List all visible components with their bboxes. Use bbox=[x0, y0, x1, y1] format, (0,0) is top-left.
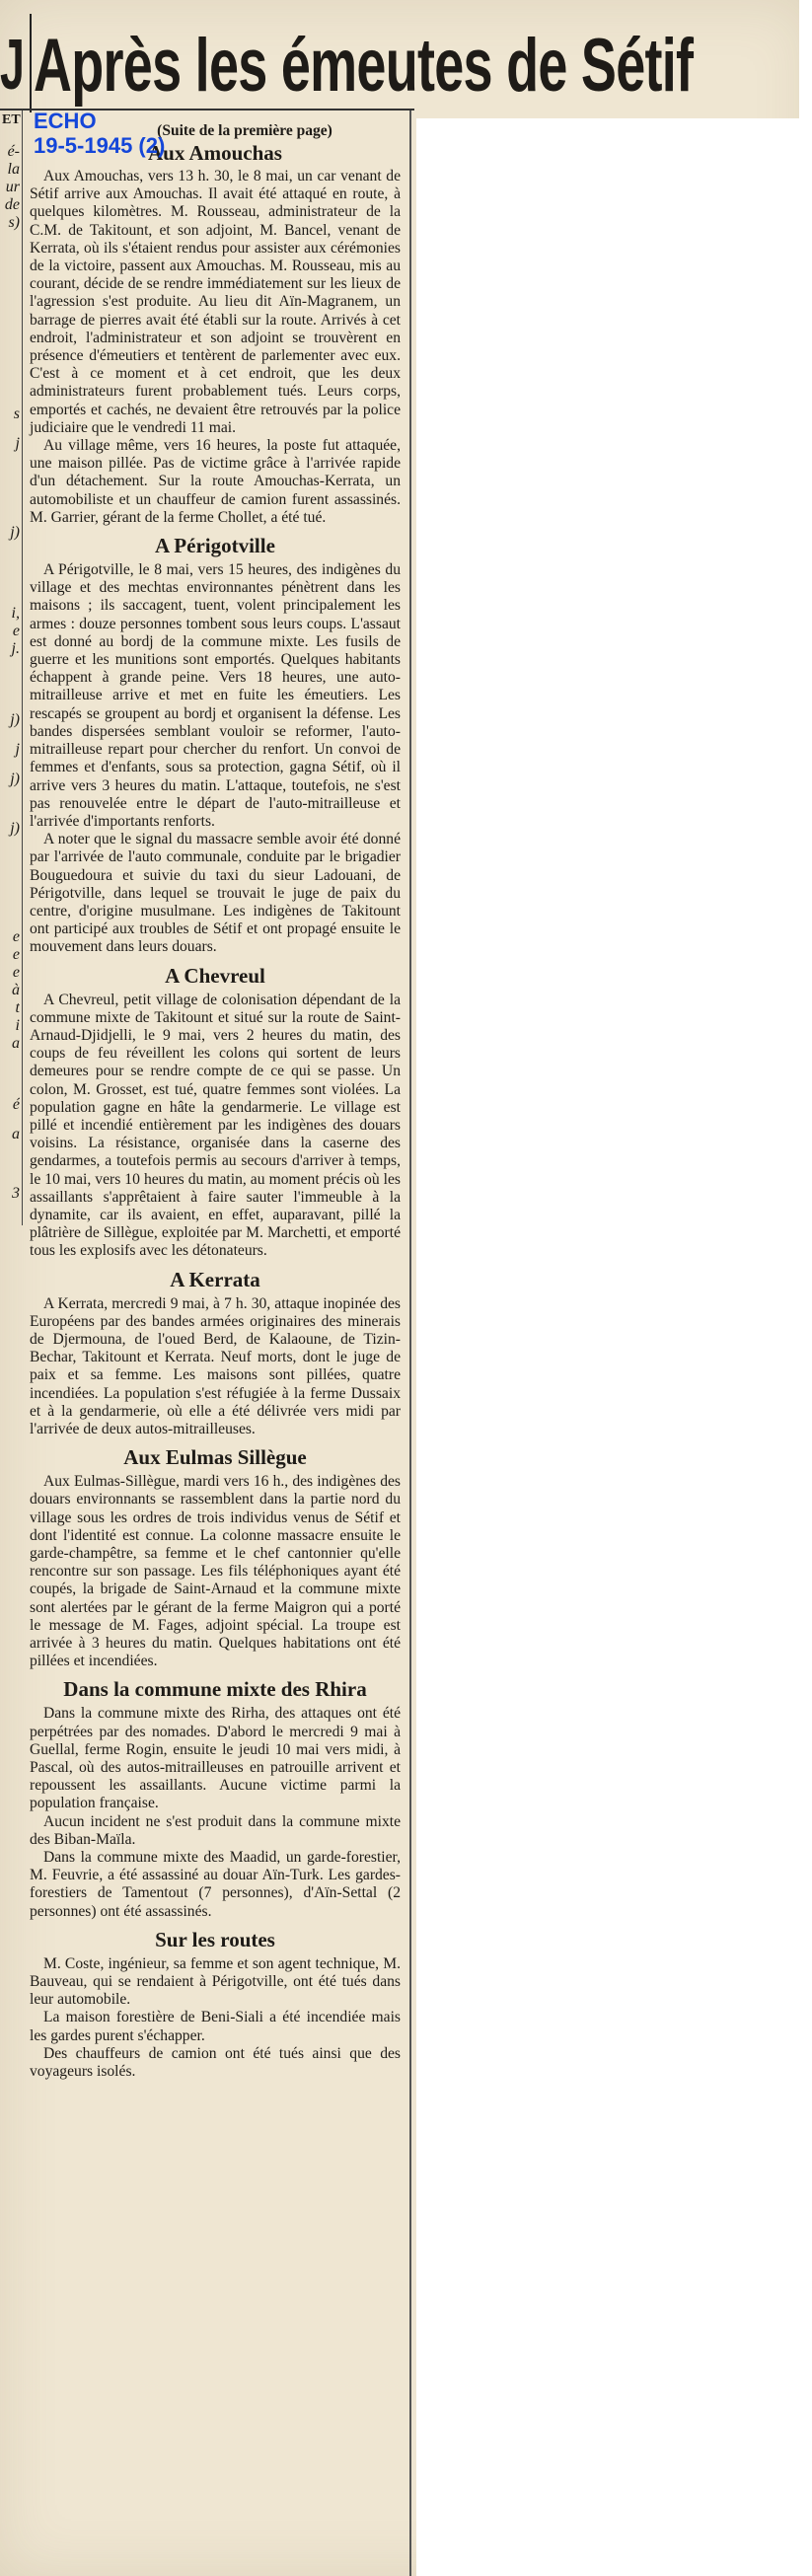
stamp-source: ECHO bbox=[34, 109, 97, 133]
adjacent-column-fragments bbox=[0, 110, 23, 1225]
left-fragment: j) bbox=[10, 712, 20, 728]
blank-page-area bbox=[416, 118, 812, 2576]
left-fragment: t bbox=[15, 1000, 20, 1016]
left-fragment: j. bbox=[11, 641, 20, 657]
left-fragment: de bbox=[4, 197, 20, 213]
section-heading: A Chevreul bbox=[165, 963, 265, 988]
left-fragment: i bbox=[15, 1018, 20, 1034]
left-fragment: e bbox=[12, 947, 20, 963]
left-fragment: j) bbox=[10, 525, 20, 541]
left-fragment: e bbox=[12, 929, 20, 945]
paragraph: A Kerrata, mercredi 9 mai, à 7 h. 30, attaque inopinée des Européens par des bandes armées originaires des minerais de Djermouna, de l'oued Berd, de Kalaoune, de Tizin-Bechar, Takitount et Kerrata. Neuf morts, dont le juge de paix et sa femme. Les maisons sont pillées, quatre incendiées. La population s'est réfugiée à la ferme Dussaix et à la gendarmerie, où elle a été délivrée vers midi par l'arrivée de deux autos-mitrailleuses. bbox=[30, 1294, 401, 1437]
section-heading: A Périgotville bbox=[155, 534, 275, 558]
stamp-date: 19-5-1945 (2) bbox=[34, 133, 166, 158]
section-heading: A Kerrata bbox=[170, 1267, 260, 1291]
left-fragment: i, bbox=[11, 606, 20, 622]
left-fragment: la bbox=[7, 162, 20, 178]
left-fragment: a bbox=[12, 1036, 20, 1052]
headline-fragment: J bbox=[0, 26, 25, 105]
left-fragment: a bbox=[12, 1127, 20, 1142]
paragraph: Aucun incident ne s'est produit dans la commune mixte des Biban-Maïla. bbox=[30, 1812, 401, 1848]
left-fragment: é bbox=[12, 1097, 20, 1113]
column-rule bbox=[30, 14, 32, 112]
left-fragment: e bbox=[12, 965, 20, 981]
paragraph: Aux Eulmas-Sillègue, mardi vers 16 h., des indigènes des douars environnants se rassemblent dans la partie nord du village sous les ordres de trois individus venus de Sétif et dont l'identité est connue. La colonne massacre ensuite le garde-champêtre, sa femme et le chef cantonnier qu'elle rencontre sur son passage. Les fils téléphoniques ayant été coupés, la brigade de Saint-Arnaud et la commune mixte sont alertées par le gérant de la ferme Maigron qui a porté le message de M. Fages, adjoint spécial. La troupe est arrivée à 3 heures du matin. Quelques habitations ont été pillées et incendiées. bbox=[30, 1473, 401, 1670]
section-heading: Aux Amouchas bbox=[148, 141, 282, 165]
paragraph: Des chauffeurs de camion ont été tués ainsi que des voyageurs isolés. bbox=[30, 2044, 401, 2081]
section-heading: Dans la commune mixte des Rhira bbox=[63, 1677, 367, 1702]
paragraph: Au village même, vers 16 heures, la poste fut attaquée, une maison pillée. Pas de victime grâce à l'arrivée rapide d'un détachement. Sur la route Amouchas-Kerrata, un automobiliste et un chauffeur de camion furent assassinés. M. Garrier, gérant de la ferme Chollet, a été tué. bbox=[30, 437, 401, 526]
paragraph: La maison forestière de Beni-Siali a été incendiée mais les gardes purent s'échapper. bbox=[30, 2009, 401, 2044]
paragraph: A Périgotville, le 8 mai, vers 15 heures, des indigènes du village et des mechtas environnantes pénètrent dans les maisons ; ils saccagent, tuent, volent principalement les armes : douze personnes tombent sous leurs coups. L'assaut est donné au bordj de la commune mixte. Les fusils de guerre et les munitions sont emportés. Quelques habitants échappent à grande peine. Vers 18 heures, une auto-mitrailleuse arrive et met en fuite les émeutiers. Les rescapés se groupent au bordj et organisent la défense. Les bandes dispersées semblant vouloir se reformer, l'auto-mitrailleuse repart pour chercher du renfort. Un convoi de femmes et d'enfants, sous sa protection, gagna Sétif, où il arrive vers 3 heures du matin. L'attaque, toutefois, ne s'est pas renouvelée entre le départ de l'auto-mitrailleuse et l'arrivée d'importants renforts. bbox=[30, 561, 401, 830]
headline bbox=[0, 20, 812, 118]
left-fragment: j bbox=[15, 436, 20, 452]
left-fragment: j bbox=[15, 742, 20, 758]
left-fragment: ur bbox=[5, 180, 20, 195]
continuation-note: (Suite de la première page) bbox=[157, 122, 332, 139]
left-fragment: 3 bbox=[12, 1186, 20, 1202]
paragraph: M. Coste, ingénieur, sa femme et son agent technique, M. Bauveau, qui se rendaient à Périgotville, ont été tués dans leur automobile. bbox=[30, 1954, 401, 2009]
paragraph: Dans la commune mixte des Maadid, un garde-forestier, M. Feuvrie, a été assassiné au douar Aïn-Turk. Les gardes-forestiers de Tamentout (7 personnes), d'Aïn-Settal (2 personnes) ont été assassinés. bbox=[30, 1849, 401, 1920]
column-border bbox=[409, 110, 411, 2576]
left-fragment: à bbox=[12, 983, 20, 998]
left-fragment: j) bbox=[10, 772, 20, 787]
section-heading: Sur les routes bbox=[155, 1927, 275, 1951]
archive-stamp bbox=[34, 109, 165, 158]
left-fragment: s bbox=[13, 406, 20, 422]
headline-title: Après les émeutes de Sétif bbox=[34, 24, 694, 108]
left-fragment: j) bbox=[10, 821, 20, 837]
left-fragment: e bbox=[12, 624, 20, 639]
paragraph: A noter que le signal du massacre semble avoir été donné par l'arrivée de l'auto communale, conduite par le brigadier Bouguedoura et suivie du taxi du sieur Ladouani, de Périgotville, dans lequel se trouvait le juge de paix du centre, d'origine musulmane. Les indigènes de Takitount ont participé aux troubles de Sétif et ont propagé ensuite le mouvement dans leurs douars. bbox=[30, 831, 401, 956]
article-body bbox=[30, 122, 401, 2081]
section-heading: Aux Eulmas Sillègue bbox=[123, 1445, 307, 1470]
paragraph: A Chevreul, petit village de colonisation dépendant de la commune mixte de Takitount et situé sur la route de Saint-Arnaud-Djidjelli, le 9 mai, vers 2 heures du matin, des coups de feu réveillent les colons qui sortent de leurs demeures pour se rendre compte de ce qui se passe. Un colon, M. Grosset, est tué, quatre femmes sont violées. La population gagne en hâte la gendarmerie. Le village est pillé et incendié entièrement par les indigènes des douars voisins. La résistance, organisée dans la caserne des gendarmes, a toutefois permis au secours d'arriver à temps, le 10 mai, vers 10 heures du matin, au moment précis où les assaillants s'apprêtaient à faire sauter l'immeuble à la dynamite, car ils avaient, en effet, auparavant, pillé la plâtrière de Sillègue, exploitée par M. Marchetti, et emporté tous les explosifs avec les détonateurs. bbox=[30, 991, 401, 1260]
left-fragment: é- bbox=[7, 144, 20, 160]
left-fragment: ET bbox=[2, 112, 21, 127]
left-fragment: s) bbox=[8, 215, 20, 231]
paragraph: Aux Amouchas, vers 13 h. 30, le 8 mai, un car venant de Sétif arrive aux Amouchas. Il avait été attaqué en route, à quelques kilomètres. M. Rousseau, administrateur de la C.M. de Takitount, et son adjoint, M. Bancel, venant de Kerrata, où ils s'étaient rendus pour assister aux cérémonies de la victoire, passent aux Amouchas. M. Rousseau, mis au courant, décide de se rendre immédiatement sur les lieux de l'agression s'est produite. Au lieu dit Aïn-Magranem, un barrage de pierres avait été établi sur la route. Arrivés à cet endroit, l'administrateur et son adjoint se trouvèrent en présence d'émeutiers et tentèrent de parlementer avec eux. C'est à ce moment et à cet endroit, que les deux administrateurs furent probablement tués. Leurs corps, emportés et cachés, ne devaient être retrouvés par la police judiciaire que le vendredi 11 mai. bbox=[30, 168, 401, 436]
paragraph: Dans la commune mixte des Rirha, des attaques ont été perpétrées par des nomades. D'abord le mercredi 9 mai à Guellal, ferme Rogin, ensuite le jeudi 10 mai vers midi, à Pascal, où des autos-mitrailleuses en patrouille arrivent et repoussent les assaillants. Aucune victime parmi la population française. bbox=[30, 1705, 401, 1812]
